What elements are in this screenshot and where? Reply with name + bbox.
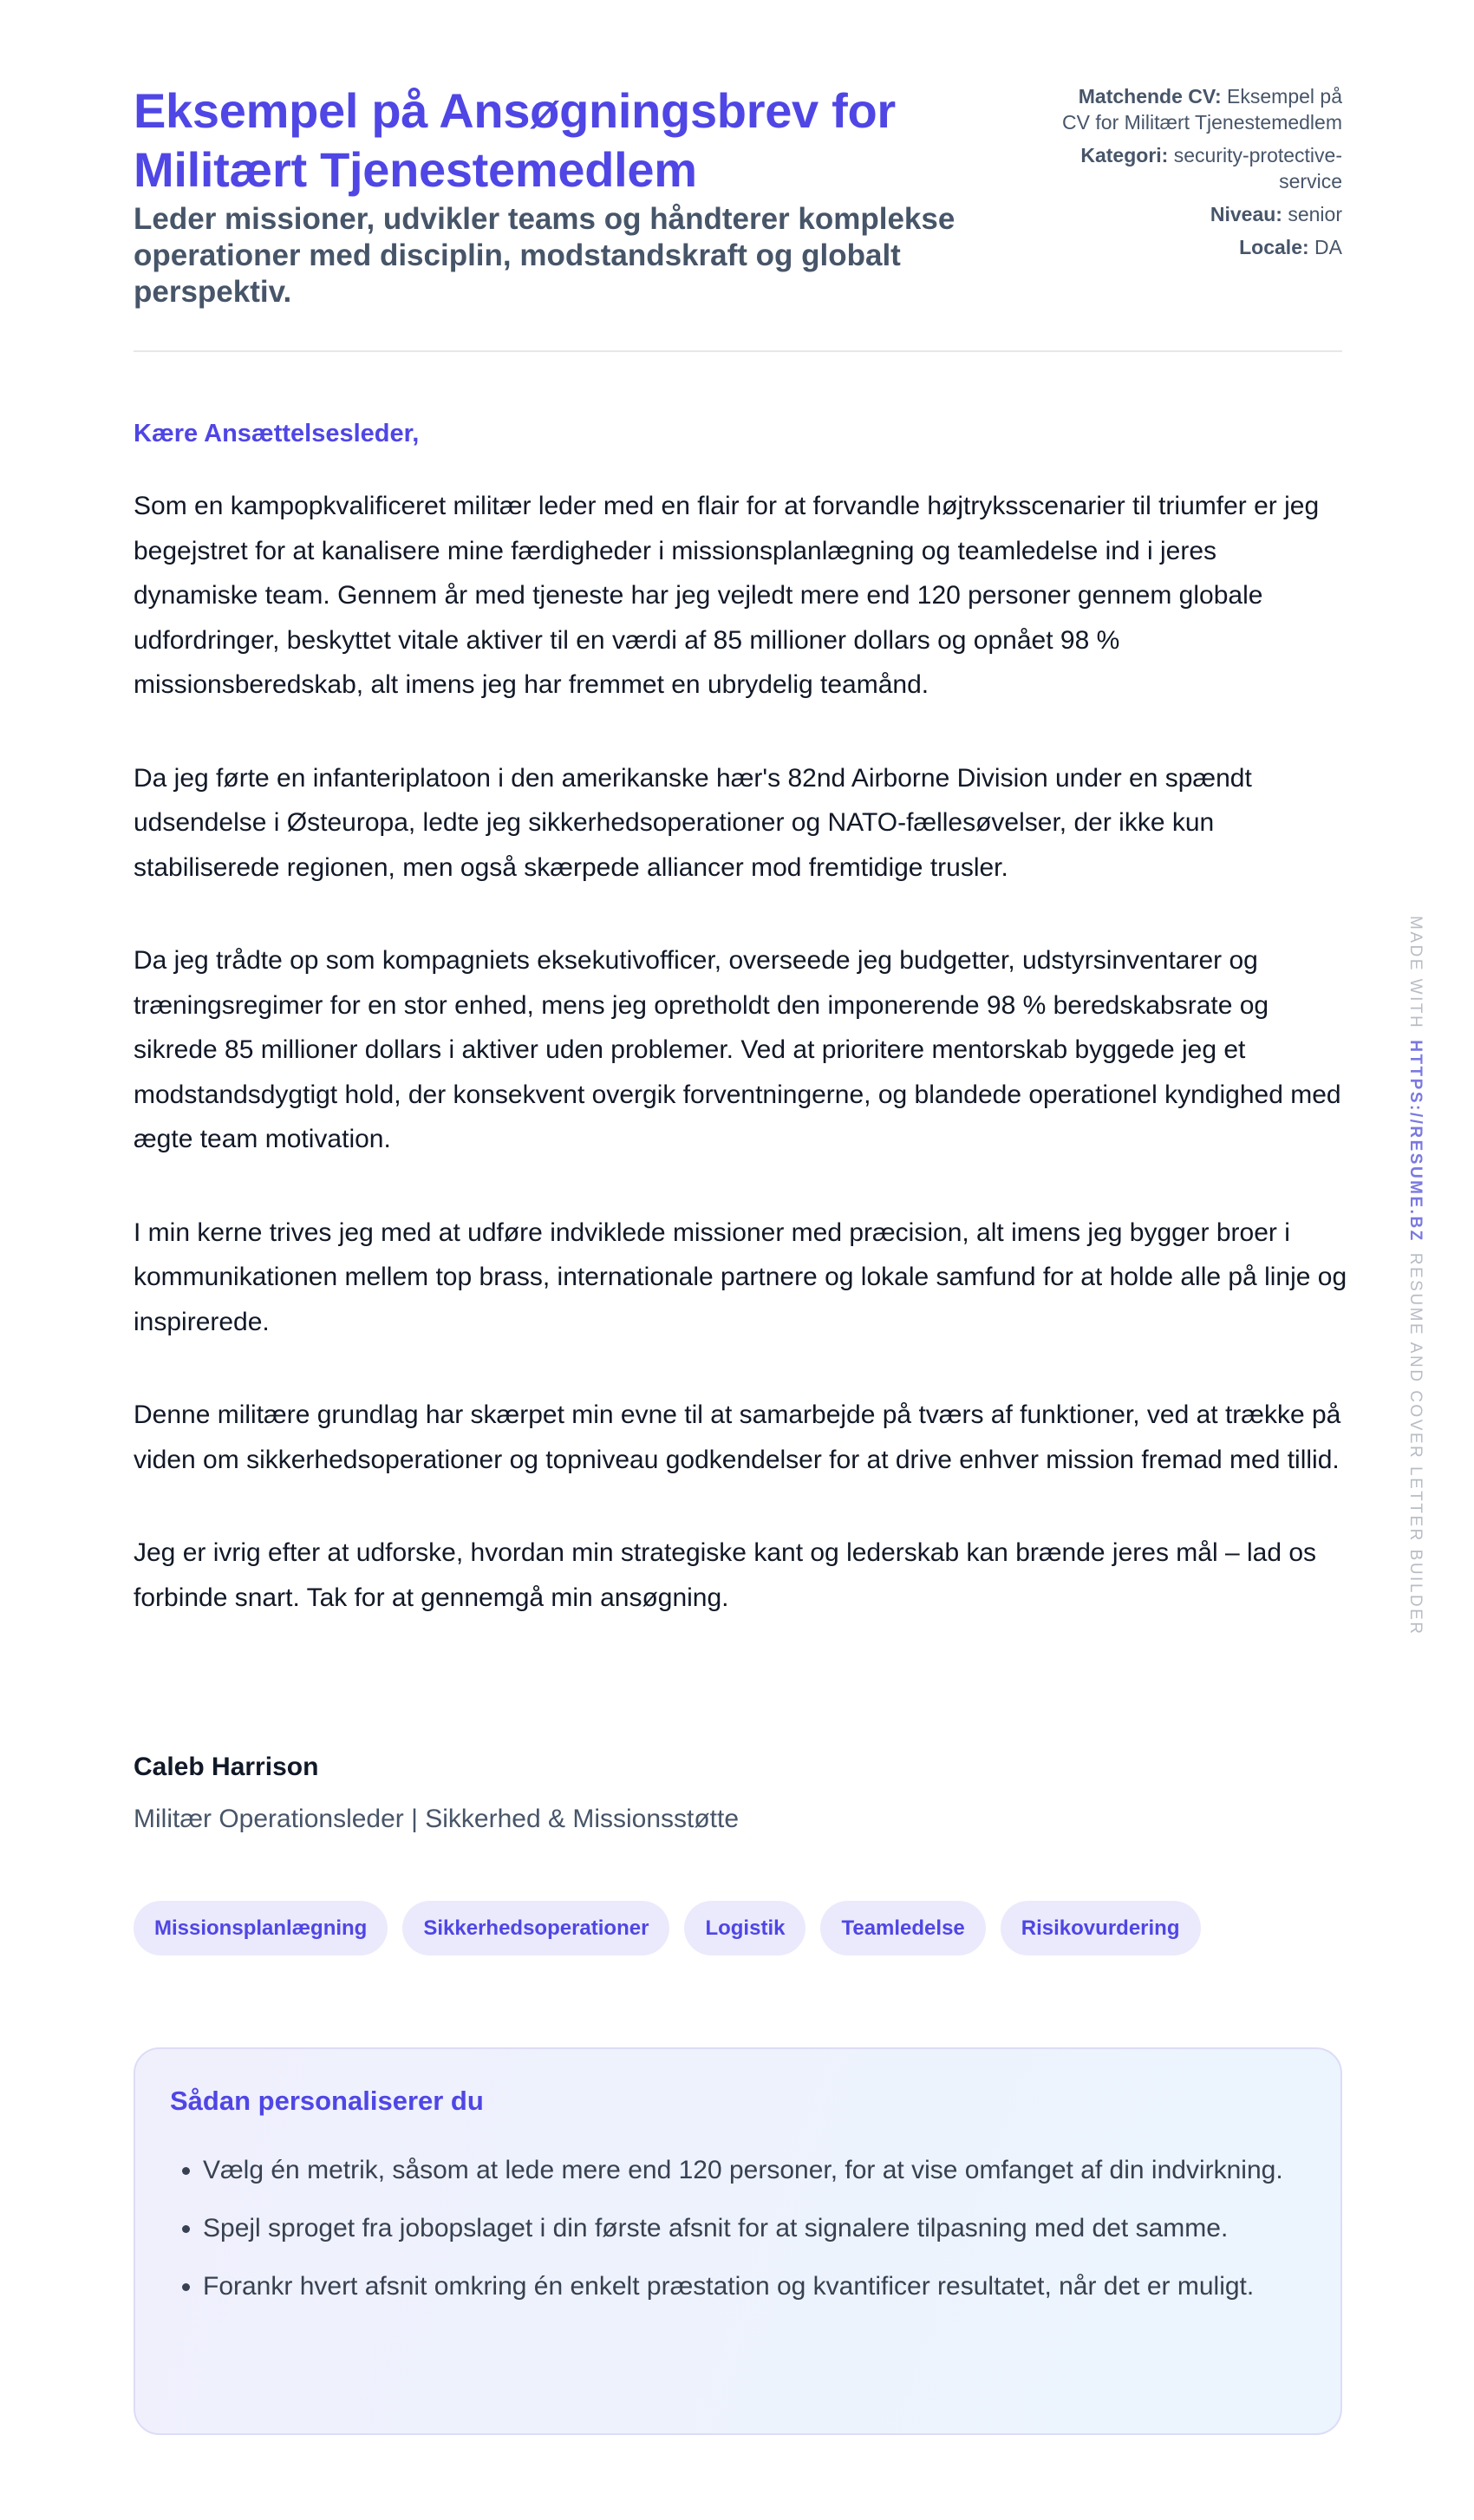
meta-value: DA	[1314, 236, 1342, 258]
letter-greeting: Kære Ansættelsesleder,	[134, 420, 420, 447]
letter-paragraph: Jeg er ivrig efter at udforske, hvordan min strategiske kant og lederskab kan brænde jeres mål – lad os forbinde snart. Tak for at gennemgå min ansøgning.	[134, 1538, 1317, 1612]
signature-name: Caleb Harrison	[134, 1753, 319, 1781]
personalization-tips	[134, 2047, 1342, 2435]
tip-item: • Spejl sproget fra jobopslaget i din første afsnit for at signalere tilpasning med det samme.	[203, 2206, 1306, 2250]
meta-key: Matchende CV:	[1078, 85, 1222, 108]
meta-value: senior	[1288, 203, 1342, 225]
meta-value: Eksempel på CV for Militært Tjenestemedlem	[1062, 85, 1342, 134]
brand-suffix: RESUME AND COVER LETTER BUILDER	[1406, 1252, 1425, 1636]
skill-tag[interactable]: Risikovurdering	[1001, 1901, 1201, 1955]
skill-tag[interactable]: Sikkerhedsoperationer	[402, 1901, 669, 1955]
side-branding-text	[1405, 916, 1425, 1636]
meta-info	[1047, 83, 1342, 267]
tip-item: • Vælg én metrik, såsom at lede mere end 120 personer, for at vise omfanget af din indvirkning.	[203, 2148, 1306, 2192]
meta-matching-cv	[1047, 83, 1342, 135]
meta-key: Niveau:	[1210, 203, 1282, 225]
skill-tag[interactable]: Missionsplanlægning	[134, 1901, 388, 1955]
brand-link[interactable]: HTTPS://RESUME.BZ	[1406, 1040, 1425, 1243]
meta-value: security-protective-service	[1173, 144, 1342, 193]
tips-title: Sådan personaliserer du	[170, 2086, 484, 2116]
meta-locale	[1047, 234, 1342, 260]
page-subtitle: Leder missioner, udvikler teams og håndterer komplekse operationer med disciplin, modstandskraft og globalt perspektiv.	[134, 202, 955, 309]
signature-block	[134, 1750, 739, 1837]
tips-list	[170, 2148, 1306, 2308]
brand-prefix: MADE WITH	[1406, 916, 1425, 1030]
letter-body	[134, 484, 1347, 1668]
signature-role: Militær Operationsleder | Sikkerhed & Missionsstøtte	[134, 1805, 740, 1833]
letter-paragraph: I min kerne trives jeg med at udføre indviklede missioner med præcision, alt imens jeg bygger broer i kommunikationen mellem top brass, internationale partnere og lokale samfund for at holde alle på linje og inspirerede.	[134, 1218, 1347, 1336]
page-header	[134, 0, 1342, 352]
letter-paragraph: Som en kampopkvalificeret militær leder med en flair for at forvandle højtryksscenarier til triumfer er jeg begejstret for at kanalisere mine færdigheder i missionsplanlægning og teamledelse ind i jeres dynamiske team. Gennem år med tjeneste har jeg vejledt mere end 120 personer gennem globale udfordringer, beskyttet vitale aktiver til en værdi af 85 millioner dollars og opnået 98 % missionsberedskab, alt imens jeg har fremmet en ubrydelig teamånd.	[134, 492, 1320, 699]
meta-level	[1047, 201, 1342, 227]
skill-tags	[134, 1901, 1201, 1955]
skill-tag[interactable]: Logistik	[684, 1901, 805, 1955]
skill-tag[interactable]: Teamledelse	[820, 1901, 985, 1955]
letter-paragraph: Da jeg trådte op som kompagniets eksekutivofficer, overseede jeg budgetter, udstyrsinventarer og træningsregimer for en stor enhed, mens jeg opretholdt den imponerende 98 % beredskabsrate og sikrede 85 millioner dollars i aktiver uden problemer. Ved at prioritere mentorskab byggede jeg et modstandsdygtigt hold, der konsekvent overgik forventningerne, og blandede operationel kyndighed med ægte team motivation.	[134, 946, 1341, 1153]
side-branding	[1398, 916, 1432, 1636]
meta-category	[1047, 142, 1342, 194]
letter-paragraph: Da jeg førte en infanteriplatoon i den amerikanske hær's 82nd Airborne Division under en spændt udsendelse i Østeuropa, ledte jeg sikkerhedsoperationer og NATO-fællesøvelser, der ikke kun stabiliserede regionen, men også skærpede alliancer mod fremtidige trusler.	[134, 763, 1252, 882]
page-title: Eksempel på Ansøgningsbrev for Militært Tjenestemedlem	[134, 83, 896, 197]
tip-item: • Forankr hvert afsnit omkring én enkelt præstation og kvantificer resultatet, når det er muligt.	[203, 2264, 1306, 2308]
letter-paragraph: Denne militære grundlag har skærpet min evne til at samarbejde på tværs af funktioner, ved at trække på viden om sikkerhedsoperationer og topniveau godkendelser for at drive enhver mission fremad med tillid.	[134, 1400, 1341, 1474]
meta-key: Kategori:	[1080, 144, 1169, 166]
cover-letter-page	[134, 0, 1347, 2301]
meta-key: Locale:	[1239, 236, 1309, 258]
